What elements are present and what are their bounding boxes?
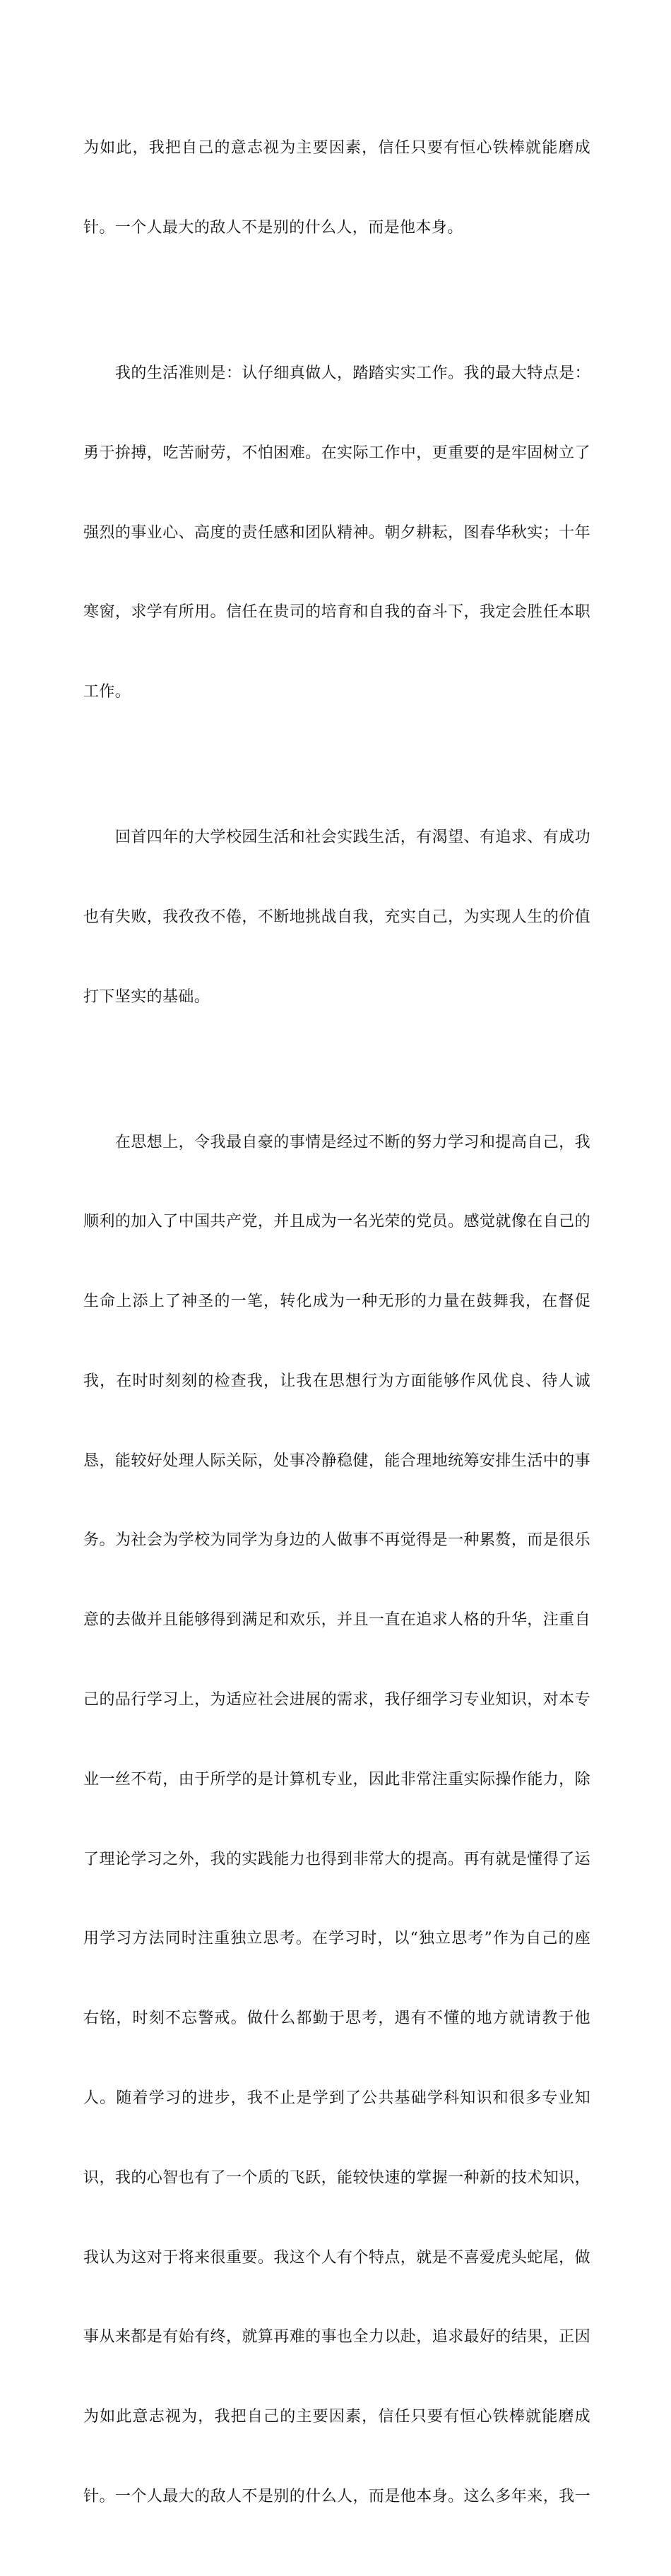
- text-line: 事从来都是有始有终，就算再难的事也全力以赴，追求最好的结果，正因: [83, 2328, 590, 2346]
- paragraph-1: [83, 82, 590, 295]
- text-line: 强烈的事业心、高度的责任感和团队精神。朝夕耕耘，图春华秋实；十年: [83, 523, 590, 542]
- paragraph-2: [83, 307, 590, 759]
- text-line: 我，在时时刻刻的检查我，让我在思想行为方面能够作风优良、待人诚: [83, 1372, 590, 1390]
- text-line: 了理论学习之外，我的实践能力也得到非常大的提高。再有就是懂得了运: [83, 1850, 590, 1868]
- text-line: 针。一个人最大的敌人不是别的什么人，而是他本身。这么多年来，我一: [83, 2487, 590, 2505]
- text-line: 打下坚实的基础。: [83, 987, 210, 1006]
- text-line: 人。随着学习的进步，我不止是学到了公共基础学科知识和很多专业知: [83, 2089, 590, 2107]
- text-line: 右铭，时刻不忘警戒。做什么都勤于思考，遇有不懂的地方就请教于他: [83, 2010, 590, 2028]
- text-line: 为如此意志视为，我把自己的主要因素，信任只要有恒心铁棒就能磨成: [83, 2408, 590, 2426]
- text-line: 我认为这对于将来很重要。我这个人有个特点，就是不喜爱虎头蛇尾，做: [83, 2248, 590, 2267]
- text-line: 业一丝不苟，由于所学的是计算机专业，因此非常注重实际操作能力，除: [83, 1770, 590, 1788]
- text-line: 针。一个人最大的敌人不是别的什么人，而是他本身。: [83, 218, 463, 237]
- text-line: 寒窗，求学有所用。信任在贵司的培育和自我的奋斗下，我定会胜任本职: [83, 603, 590, 622]
- text-line: 意的去做并且能够得到满足和欢乐，并且一直在追求人格的升华，注重自: [83, 1611, 590, 1630]
- text-line: 在思想上，令我最自豪的事情是经过不断的努力学习和提高自己，我: [83, 1133, 590, 1151]
- text-line: 为如此，我把自己的意志视为主要因素，信任只要有恒心铁棒就能磨成: [83, 139, 590, 158]
- paragraph-4: [83, 1076, 590, 2563]
- text-line: 己的品行学习上，为适应社会进展的需求，我仔细学习专业知识，对本专: [83, 1691, 590, 1709]
- text-line: 用学习方法同时注重独立思考。在学习时，以“独立思考”作为自己的座: [83, 1930, 590, 1948]
- document-page: [83, 82, 590, 2576]
- text-line: 恳，能较好处理人际关际，处事冷静稳健，能合理地统筹安排生活中的事: [83, 1452, 590, 1470]
- paragraph-3: [83, 771, 590, 1064]
- text-line: 识，我的心智也有了一个质的飞跃，能较快速的掌握一种新的技术知识，: [83, 2168, 590, 2187]
- text-line: 务。为社会为学校为同学为身边的人做事不再觉得是一种累赘，而是很乐: [83, 1531, 590, 1550]
- text-line: 生命上添上了神圣的一笔，转化成为一种无形的力量在鼓舞我，在督促: [83, 1293, 590, 1311]
- text-line: 也有失败，我孜孜不倦，不断地挑战自我，充实自己，为实现人生的价值: [83, 908, 590, 926]
- text-line: 顺利的加入了中国共产党，并且成为一名光荣的党员。感觉就像在自己的: [83, 1213, 590, 1231]
- text-line: 工作。: [83, 683, 131, 701]
- text-line: 我的生活准则是：认仔细真做人，踏踏实实工作。我的最大特点是：: [83, 364, 590, 382]
- text-line: 勇于拚搏，吃苦耐劳，不怕困难。在实际工作中，更重要的是牢固树立了: [83, 444, 590, 462]
- text-line: 回首四年的大学校园生活和社会实践生活，有渴望、有追求、有成功: [83, 829, 590, 847]
